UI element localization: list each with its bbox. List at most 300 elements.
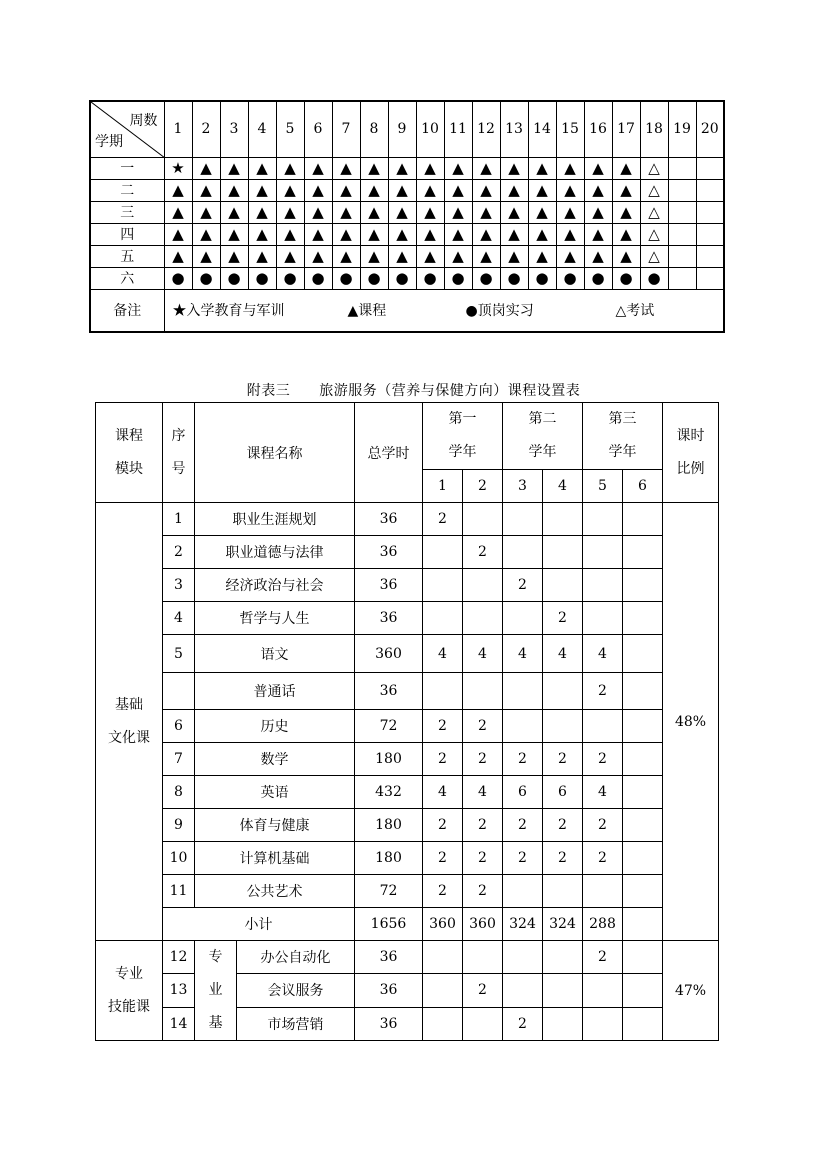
week-number: 9 — [388, 101, 416, 157]
weekly-hours — [423, 602, 463, 635]
course-number: 12 — [163, 941, 195, 974]
weekly-hours: 6 — [503, 776, 543, 809]
course-row — [96, 503, 719, 536]
week-number: 4 — [248, 101, 276, 157]
course-hours: 36 — [355, 974, 423, 1007]
week-cell: ▲ — [584, 201, 612, 223]
week-cell: ▲ — [304, 157, 332, 179]
ratio-basic: 48% — [663, 503, 719, 941]
weekly-hours — [623, 602, 663, 635]
term-number: 6 — [623, 470, 663, 503]
course-hours: 180 — [355, 842, 423, 875]
weekly-hours: 2 — [503, 1007, 543, 1040]
submodule-char: 基 — [208, 1015, 223, 1031]
week-number: 11 — [444, 101, 472, 157]
week-cell: ▲ — [388, 179, 416, 201]
course-row — [96, 875, 719, 908]
course-hours: 72 — [355, 875, 423, 908]
week-cell: ▲ — [584, 179, 612, 201]
course-hours: 180 — [355, 809, 423, 842]
weekly-hours — [423, 569, 463, 602]
weekly-hours — [543, 503, 583, 536]
course-number: 4 — [163, 602, 195, 635]
term-label: 五 — [90, 245, 164, 267]
course-name: 英语 — [195, 776, 355, 809]
header-ratio — [663, 403, 719, 503]
weekly-hours — [423, 1007, 463, 1040]
weekly-hours: 2 — [543, 842, 583, 875]
week-cell: ▲ — [332, 179, 360, 201]
schedule-table — [89, 100, 725, 333]
module-basic — [96, 503, 163, 941]
weekly-hours — [543, 710, 583, 743]
week-cell: ▲ — [500, 223, 528, 245]
week-number: 3 — [220, 101, 248, 157]
week-cell: ▲ — [444, 157, 472, 179]
week-cell: ▲ — [164, 201, 192, 223]
week-cell — [696, 267, 724, 289]
weekly-hours: 2 — [423, 875, 463, 908]
subtotal-term: 324 — [503, 908, 543, 941]
weekly-hours: 4 — [423, 635, 463, 673]
term-label: 二 — [90, 179, 164, 201]
course-name: 办公自动化 — [237, 941, 355, 974]
course-number: 3 — [163, 569, 195, 602]
week-cell: ▲ — [612, 201, 640, 223]
week-cell: ▲ — [220, 157, 248, 179]
course-row — [96, 1007, 719, 1040]
table-caption: 附表三 旅游服务（营养与保健方向）课程设置表 — [246, 383, 581, 399]
week-cell: ▲ — [584, 157, 612, 179]
subtotal-term: 360 — [423, 908, 463, 941]
week-number: 19 — [668, 101, 696, 157]
week-cell: ▲ — [304, 179, 332, 201]
week-cell: ▲ — [304, 201, 332, 223]
weekly-hours — [463, 673, 503, 710]
week-cell: ▲ — [528, 245, 556, 267]
header-module — [96, 403, 163, 503]
week-number: 7 — [332, 101, 360, 157]
weekly-hours: 2 — [463, 875, 503, 908]
week-cell: ● — [164, 267, 192, 289]
course-number — [163, 673, 195, 710]
weekly-hours: 4 — [503, 635, 543, 673]
weekly-hours: 2 — [583, 842, 623, 875]
week-cell: ● — [556, 267, 584, 289]
week-number: 8 — [360, 101, 388, 157]
weekly-hours — [423, 536, 463, 569]
week-cell: ▲ — [276, 201, 304, 223]
header-line: 第二 — [528, 411, 557, 427]
header-course-name: 课程名称 — [195, 403, 355, 503]
week-cell: △ — [640, 157, 668, 179]
diagonal-header-cell — [90, 101, 164, 157]
week-cell: ▲ — [388, 201, 416, 223]
week-cell: ▲ — [248, 157, 276, 179]
course-number: 14 — [163, 1007, 195, 1040]
weekly-hours — [463, 1007, 503, 1040]
week-cell: ● — [444, 267, 472, 289]
course-number: 10 — [163, 842, 195, 875]
week-cell — [668, 223, 696, 245]
week-cell: ▲ — [416, 245, 444, 267]
weekly-hours: 6 — [543, 776, 583, 809]
weekly-hours — [583, 1007, 623, 1040]
week-cell — [668, 267, 696, 289]
weekly-hours — [503, 974, 543, 1007]
subtotal-term: 288 — [583, 908, 623, 941]
weekly-hours: 2 — [463, 842, 503, 875]
course-name: 经济政治与社会 — [195, 569, 355, 602]
week-cell: ▲ — [360, 179, 388, 201]
course-row — [96, 710, 719, 743]
term-number: 4 — [543, 470, 583, 503]
schedule-row — [90, 179, 724, 201]
week-cell: ▲ — [416, 201, 444, 223]
week-cell: ▲ — [500, 157, 528, 179]
header-line: 模块 — [115, 460, 143, 477]
course-hours: 72 — [355, 710, 423, 743]
legend-item: ★入学教育与军训 — [172, 303, 285, 320]
course-name: 哲学与人生 — [195, 602, 355, 635]
course-row — [96, 743, 719, 776]
course-row — [96, 941, 719, 974]
weekly-hours — [623, 776, 663, 809]
week-cell: ▲ — [612, 245, 640, 267]
weekly-hours — [623, 569, 663, 602]
term-label: 六 — [90, 267, 164, 289]
weekly-hours: 2 — [423, 842, 463, 875]
week-cell: ▲ — [528, 223, 556, 245]
week-cell: ▲ — [248, 179, 276, 201]
weekly-hours — [463, 941, 503, 974]
week-number: 14 — [528, 101, 556, 157]
weekly-hours — [503, 536, 543, 569]
header-line: 基础 — [115, 696, 143, 713]
weekly-hours: 2 — [583, 941, 623, 974]
weekly-hours: 2 — [423, 743, 463, 776]
week-cell — [668, 157, 696, 179]
course-row — [96, 974, 719, 1007]
week-cell: ▲ — [472, 157, 500, 179]
week-number: 12 — [472, 101, 500, 157]
weekly-hours: 2 — [503, 743, 543, 776]
weekly-hours: 2 — [543, 809, 583, 842]
week-cell: ▲ — [612, 223, 640, 245]
week-cell: ▲ — [416, 179, 444, 201]
weekly-hours — [543, 673, 583, 710]
week-cell — [668, 245, 696, 267]
subtotal-term: 360 — [463, 908, 503, 941]
week-cell: ▲ — [556, 223, 584, 245]
course-row — [96, 809, 719, 842]
week-cell: ● — [332, 267, 360, 289]
weekly-hours: 4 — [583, 776, 623, 809]
week-cell: ▲ — [444, 201, 472, 223]
course-number: 11 — [163, 875, 195, 908]
week-cell: ▲ — [556, 201, 584, 223]
course-number: 8 — [163, 776, 195, 809]
weekly-hours: 2 — [583, 673, 623, 710]
course-header-row — [96, 403, 719, 470]
legend-item: ●顶岗实习 — [465, 303, 534, 320]
header-number — [163, 403, 195, 503]
week-cell: ▲ — [472, 179, 500, 201]
week-cell: ▲ — [332, 223, 360, 245]
course-hours: 36 — [355, 602, 423, 635]
week-cell: ▲ — [164, 179, 192, 201]
weekly-hours: 2 — [543, 602, 583, 635]
header-line: 文化课 — [108, 729, 150, 746]
week-cell: ● — [472, 267, 500, 289]
header-line: 学年 — [608, 444, 637, 460]
course-hours: 36 — [355, 536, 423, 569]
course-number: 13 — [163, 974, 195, 1007]
week-cell: ▲ — [444, 245, 472, 267]
course-hours: 36 — [355, 673, 423, 710]
course-name: 普通话 — [195, 673, 355, 710]
week-cell: ▲ — [472, 223, 500, 245]
week-number: 20 — [696, 101, 724, 157]
term-number: 2 — [463, 470, 503, 503]
header-year1 — [423, 403, 503, 470]
course-number: 6 — [163, 710, 195, 743]
week-cell: △ — [640, 179, 668, 201]
header-line: 第三 — [608, 411, 637, 427]
header-term-label: 学期 — [95, 133, 123, 150]
week-cell — [696, 223, 724, 245]
header-line: 号 — [171, 460, 186, 477]
ratio-professional: 47% — [663, 941, 719, 1041]
course-row — [96, 635, 719, 673]
week-number: 5 — [276, 101, 304, 157]
week-cell: ▲ — [192, 157, 220, 179]
weekly-hours — [623, 710, 663, 743]
week-cell: ● — [276, 267, 304, 289]
module-professional — [96, 941, 163, 1041]
week-cell: ▲ — [192, 179, 220, 201]
weekly-hours: 2 — [503, 569, 543, 602]
week-cell: ▲ — [248, 245, 276, 267]
weekly-hours — [623, 842, 663, 875]
subtotal-row — [96, 908, 719, 941]
course-name: 数学 — [195, 743, 355, 776]
course-row — [96, 536, 719, 569]
course-hours: 36 — [355, 569, 423, 602]
weekly-hours — [583, 710, 623, 743]
legend-item: △考试 — [615, 303, 655, 320]
course-name: 公共艺术 — [195, 875, 355, 908]
course-name: 会议服务 — [237, 974, 355, 1007]
header-weeks-label: 周数 — [129, 113, 158, 129]
week-cell: ▲ — [416, 223, 444, 245]
header-line: 专业 — [115, 965, 143, 982]
course-hours: 432 — [355, 776, 423, 809]
term-number: 5 — [583, 470, 623, 503]
week-cell: ▲ — [612, 157, 640, 179]
week-cell: ▲ — [388, 223, 416, 245]
weekly-hours: 4 — [463, 635, 503, 673]
submodule-professional-base — [195, 941, 237, 1041]
week-cell: ▲ — [500, 245, 528, 267]
legend-cell — [164, 289, 724, 332]
week-cell: ▲ — [276, 245, 304, 267]
week-cell — [696, 179, 724, 201]
week-cell: ▲ — [472, 245, 500, 267]
weekly-hours: 2 — [463, 974, 503, 1007]
week-cell: ● — [192, 267, 220, 289]
weekly-hours — [583, 875, 623, 908]
week-cell: ▲ — [220, 223, 248, 245]
weekly-hours — [623, 941, 663, 974]
course-row — [96, 842, 719, 875]
week-cell: ▲ — [220, 179, 248, 201]
week-cell: ▲ — [528, 157, 556, 179]
week-number: 10 — [416, 101, 444, 157]
weekly-hours — [583, 602, 623, 635]
week-cell: ▲ — [556, 179, 584, 201]
week-cell: ● — [612, 267, 640, 289]
week-cell: ▲ — [192, 245, 220, 267]
subtotal-term — [623, 908, 663, 941]
submodule-char: 业 — [208, 982, 223, 998]
weekly-hours: 2 — [463, 809, 503, 842]
course-number: 7 — [163, 743, 195, 776]
week-cell: △ — [640, 223, 668, 245]
weekly-hours — [623, 1007, 663, 1040]
week-cell: ▲ — [276, 223, 304, 245]
remark-label: 备注 — [90, 289, 164, 332]
week-cell: ▲ — [472, 201, 500, 223]
weekly-hours — [583, 569, 623, 602]
weekly-hours — [623, 875, 663, 908]
week-cell: ▲ — [556, 245, 584, 267]
course-table — [95, 402, 719, 1041]
week-cell: ▲ — [444, 179, 472, 201]
header-line: 课程 — [115, 427, 143, 444]
week-cell: ▲ — [528, 201, 556, 223]
remark-row — [90, 289, 724, 332]
week-number: 16 — [584, 101, 612, 157]
week-number: 17 — [612, 101, 640, 157]
weekly-hours — [583, 974, 623, 1007]
weekly-hours — [623, 635, 663, 673]
week-cell: ▲ — [248, 223, 276, 245]
week-number: 13 — [500, 101, 528, 157]
schedule-row — [90, 157, 724, 179]
course-hours: 180 — [355, 743, 423, 776]
week-cell: ▲ — [220, 245, 248, 267]
header-year2 — [503, 403, 583, 470]
week-cell: ▲ — [164, 245, 192, 267]
term-number: 1 — [423, 470, 463, 503]
week-cell — [668, 201, 696, 223]
week-cell: ▲ — [556, 157, 584, 179]
week-cell — [668, 179, 696, 201]
header-line: 序 — [171, 427, 186, 444]
course-name: 计算机基础 — [195, 842, 355, 875]
week-cell — [696, 157, 724, 179]
weekly-hours — [503, 503, 543, 536]
weekly-hours — [463, 569, 503, 602]
weekly-hours — [423, 941, 463, 974]
schedule-row — [90, 245, 724, 267]
week-cell: ● — [500, 267, 528, 289]
weekly-hours — [583, 536, 623, 569]
week-number: 15 — [556, 101, 584, 157]
course-row — [96, 776, 719, 809]
week-cell: ● — [220, 267, 248, 289]
weekly-hours: 2 — [583, 809, 623, 842]
weekly-hours — [543, 941, 583, 974]
week-cell: ▲ — [500, 201, 528, 223]
weekly-hours — [423, 974, 463, 1007]
weekly-hours — [623, 809, 663, 842]
course-hours: 36 — [355, 941, 423, 974]
term-number: 3 — [503, 470, 543, 503]
term-label: 一 — [90, 157, 164, 179]
course-row — [96, 569, 719, 602]
weekly-hours — [503, 875, 543, 908]
course-hours: 36 — [355, 1007, 423, 1040]
week-cell: ▲ — [360, 223, 388, 245]
header-line: 学年 — [448, 444, 477, 460]
header-line: 第一 — [448, 411, 477, 427]
weekly-hours — [503, 941, 543, 974]
course-row — [96, 673, 719, 710]
weekly-hours: 2 — [503, 809, 543, 842]
weekly-hours: 2 — [503, 842, 543, 875]
week-cell: ● — [584, 267, 612, 289]
term-label: 四 — [90, 223, 164, 245]
weekly-hours — [423, 673, 463, 710]
legend-item: ▲课程 — [347, 303, 387, 320]
header-year3 — [583, 403, 663, 470]
week-cell: ▲ — [332, 245, 360, 267]
week-cell: ● — [248, 267, 276, 289]
week-cell: ▲ — [360, 201, 388, 223]
week-number: 1 — [164, 101, 192, 157]
week-number: 18 — [640, 101, 668, 157]
weekly-hours: 2 — [423, 503, 463, 536]
weekly-hours: 2 — [583, 743, 623, 776]
week-cell: ● — [304, 267, 332, 289]
week-cell: ▲ — [192, 223, 220, 245]
weekly-hours: 2 — [543, 743, 583, 776]
week-cell: ▲ — [388, 157, 416, 179]
subtotal-term: 324 — [543, 908, 583, 941]
week-cell: ▲ — [276, 179, 304, 201]
submodule-char: 专 — [208, 949, 223, 965]
header-total-hours: 总学时 — [355, 403, 423, 503]
weekly-hours — [623, 503, 663, 536]
week-cell: ▲ — [332, 201, 360, 223]
weekly-hours: 2 — [423, 809, 463, 842]
week-cell: ★ — [164, 157, 192, 179]
week-cell: ● — [388, 267, 416, 289]
week-cell: ▲ — [164, 223, 192, 245]
course-name: 语文 — [195, 635, 355, 673]
header-line: 学年 — [528, 444, 557, 460]
course-number: 5 — [163, 635, 195, 673]
weekly-hours — [623, 743, 663, 776]
weekly-hours: 4 — [543, 635, 583, 673]
weekly-hours — [543, 1007, 583, 1040]
weekly-hours — [503, 710, 543, 743]
subtotal-label: 小计 — [163, 908, 355, 941]
week-cell: ▲ — [388, 245, 416, 267]
weekly-hours: 4 — [463, 776, 503, 809]
